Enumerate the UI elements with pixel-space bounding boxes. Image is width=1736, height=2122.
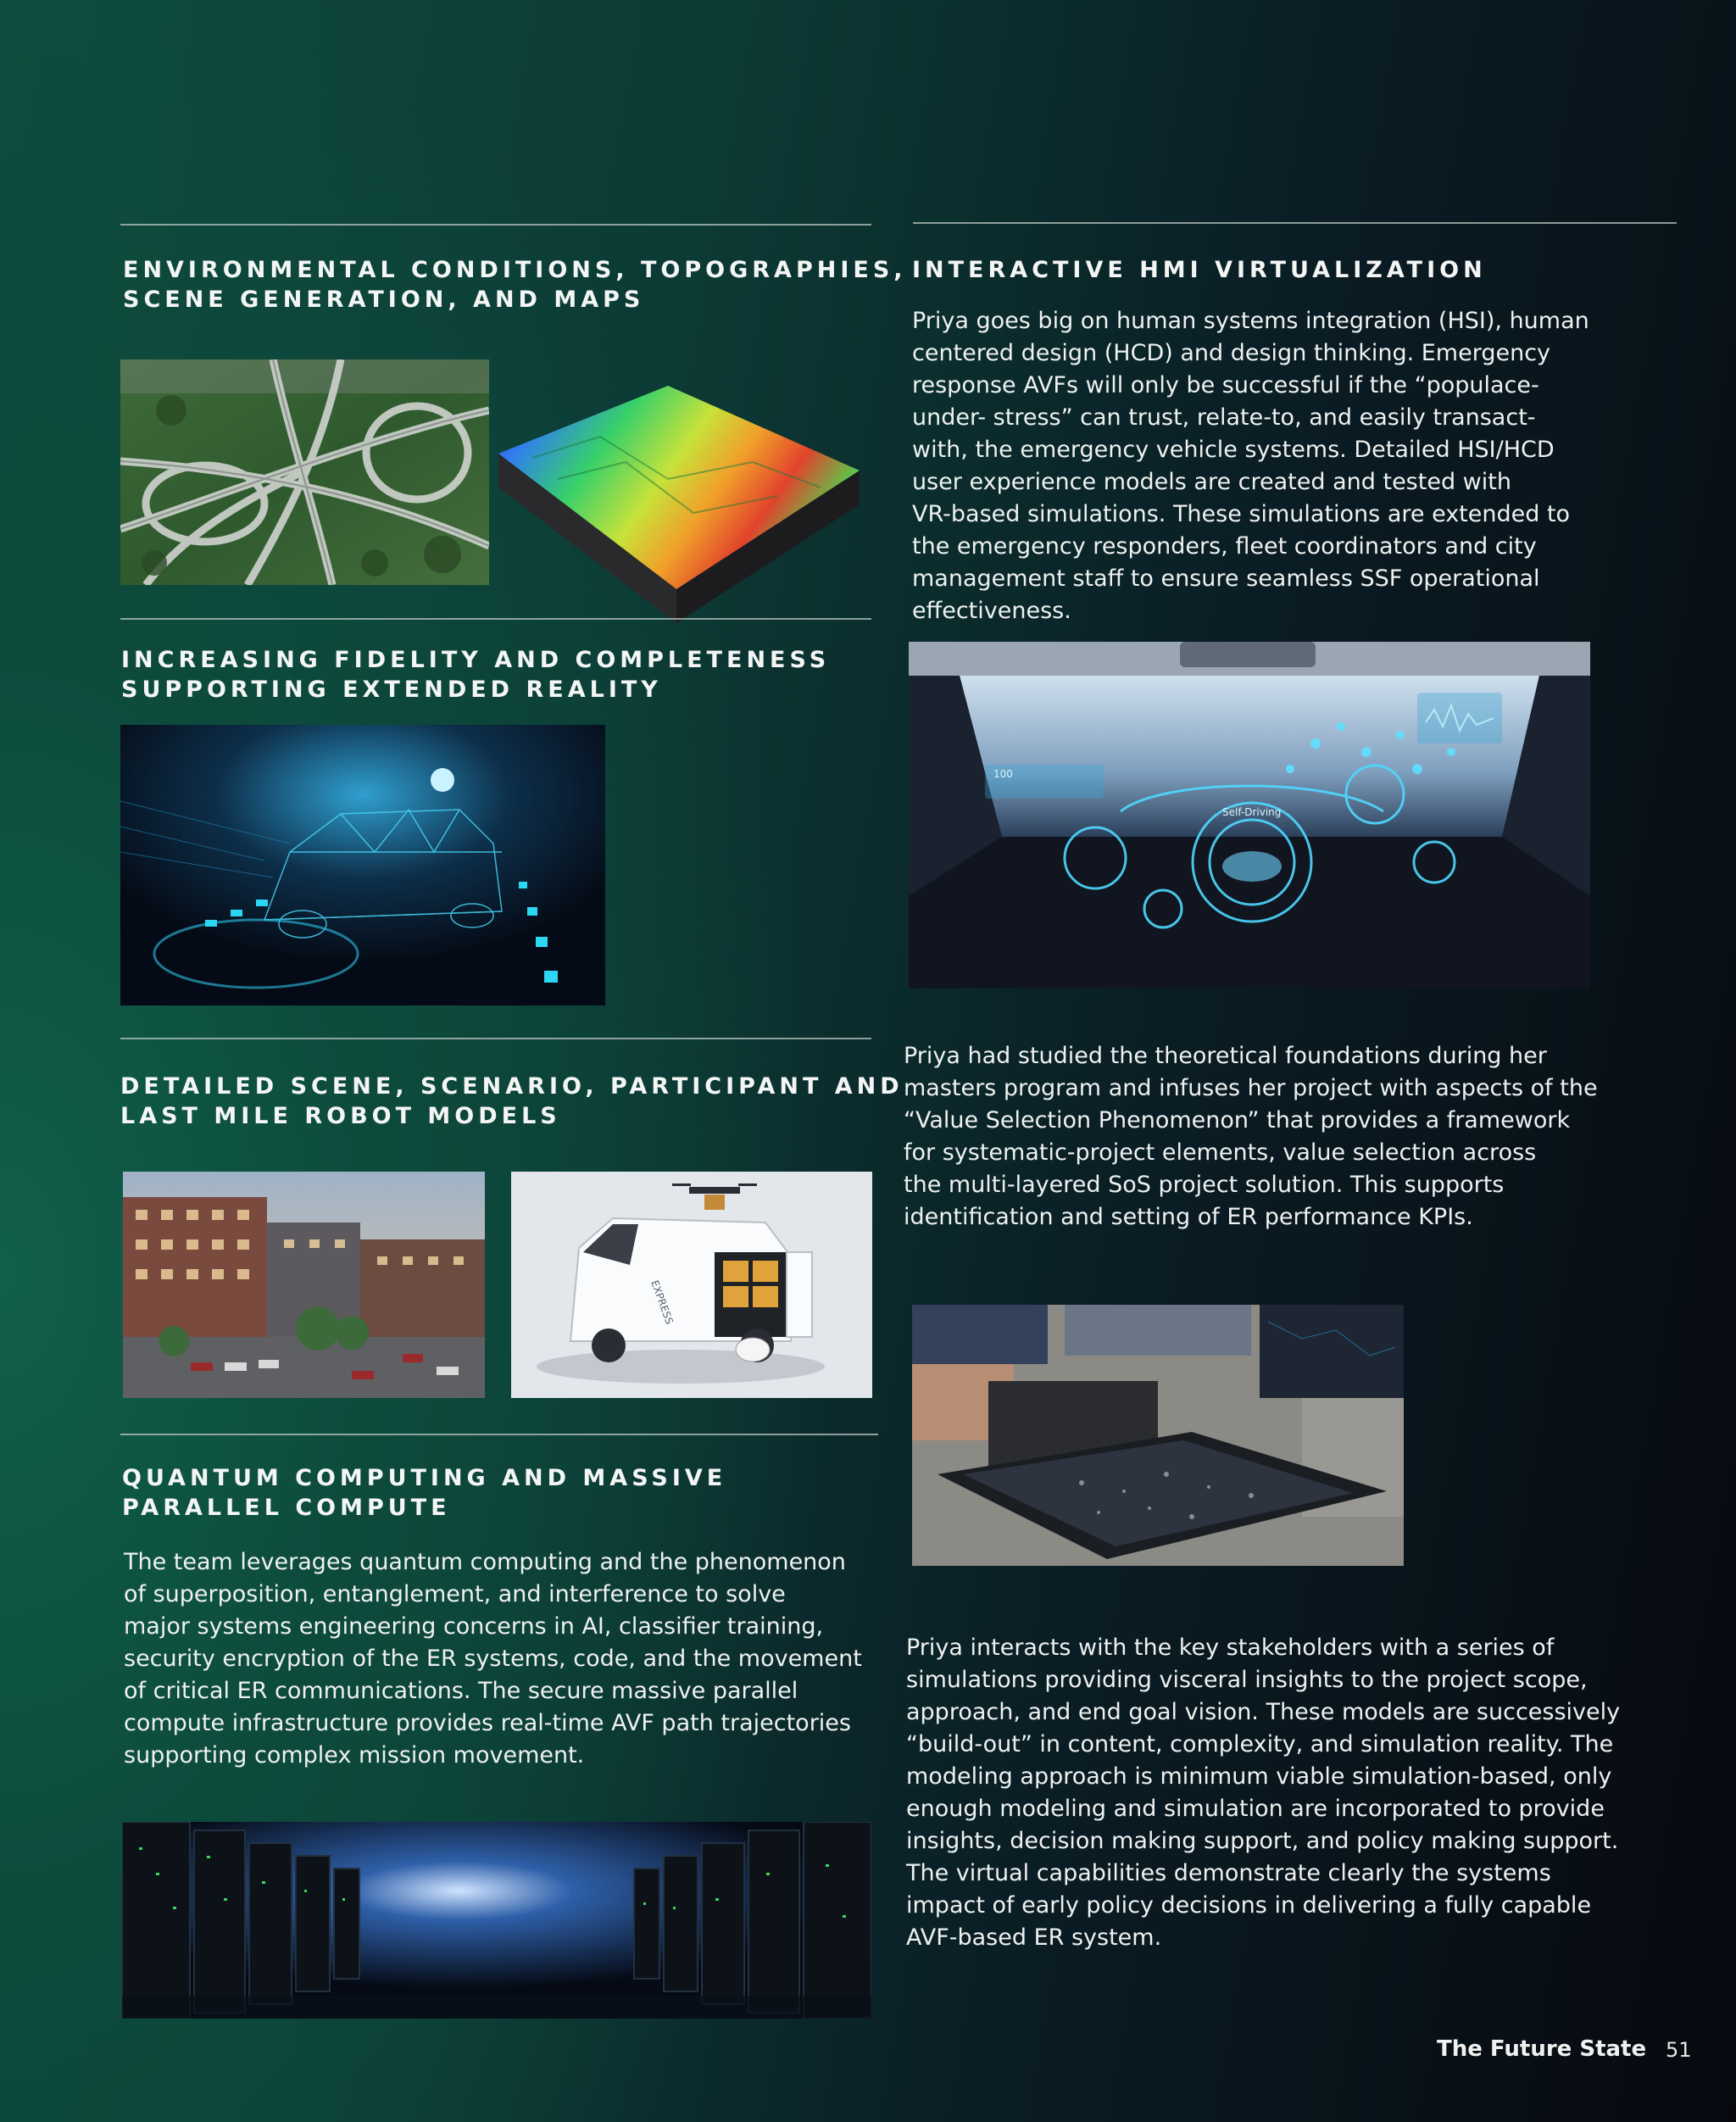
highway-interchange-image [120,359,489,585]
text-line: the emergency responders, fleet coordinators and city [912,533,1537,560]
text-line: identification and setting of ER performance KPIs. [904,1204,1473,1230]
text-line: masters program and infuses her project with aspects of the [904,1075,1598,1101]
stakeholders-paragraph [906,1632,1620,1954]
speed-readout: 100 [993,768,1013,780]
van-label: EXPRESS [648,1278,676,1326]
topography-terrain-image [498,377,860,632]
value-selection-paragraph [904,1040,1598,1234]
text-line: insights, decision making support, and policy making support. [906,1828,1619,1854]
text-line: Priya interacts with the key stakeholders with a series of [906,1635,1555,1661]
text-line: security encryption of the ER systems, code, and the movement [124,1646,862,1672]
text-line: VR-based simulations. These simulations are extended to [912,501,1571,527]
text-line: The team leverages quantum computing and the phenomenon [124,1549,846,1575]
heading-line: LAST MILE ROBOT MODELS [120,1103,561,1129]
hmi-paragraph [912,305,1589,627]
section-heading-quantum [122,1463,726,1523]
text-line: enough modeling and simulation are incorporated to provide [906,1796,1605,1822]
text-line: impact of early policy decisions in delivering a fully capable [906,1892,1592,1919]
text-line: major systems engineering concerns in AI, classifier training, [124,1613,824,1640]
text-line: the multi-layered SoS project solution. This supports [904,1172,1505,1198]
section-divider [120,224,871,226]
text-line: effectiveness. [912,598,1071,624]
heading-line: INTERACTIVE HMI VIRTUALIZATION [912,257,1487,283]
heading-line: DETAILED SCENE, SCENARIO, PARTICIPANT AND [120,1073,904,1100]
text-line: “build-out” in content, complexity, and simulation reality. The [906,1731,1614,1757]
text-line: approach, and end goal vision. These models are successively [906,1699,1621,1725]
section-divider [120,1434,878,1435]
text-line: of superposition, entanglement, and interference to solve [124,1581,786,1607]
text-line: supporting complex mission movement. [124,1742,585,1768]
text-line: AVF-based ER system. [906,1924,1162,1951]
text-line: for systematic-project elements, value selection across [904,1139,1537,1166]
section-divider [913,222,1677,224]
text-line: Priya had studied the theoretical foundations during her [904,1043,1547,1069]
wireframe-car-image [120,725,605,1005]
text-line: modeling approach is minimum viable simulation-based, only [906,1763,1612,1790]
heading-line: QUANTUM COMPUTING AND MASSIVE [122,1465,727,1491]
section-heading-hmi [912,255,1487,285]
text-line: with, the emergency vehicle systems. Detailed HSI/HCD [912,437,1555,463]
text-line: compute infrastructure provides real-time AVF path trajectories [124,1710,851,1736]
heading-line: SCENE GENERATION, AND MAPS [123,287,645,313]
quantum-paragraph [124,1546,862,1772]
section-heading-scene-models [120,1072,904,1131]
self-driving-label: Self-Driving [1222,806,1282,818]
page-number: 51 [1666,2038,1692,2062]
heading-line: INCREASING FIDELITY AND COMPLETENESS [121,647,831,673]
apartment-complex-image [123,1172,485,1398]
delivery-van-drone-image [511,1172,872,1398]
text-line: response AVFs will only be successful if the “populace- [912,372,1539,398]
self-driving-cockpit-image [909,642,1590,989]
simulation-table-image [912,1305,1404,1566]
text-line: centered design (HCD) and design thinking. Emergency [912,340,1551,366]
text-line: simulations providing visceral insights to the project scope, [906,1667,1588,1693]
text-line: Priya goes big on human systems integration (HSI), human [912,308,1589,334]
text-line: of critical ER communications. The secure massive parallel [124,1678,798,1704]
section-divider [120,1038,871,1039]
heading-line: ENVIRONMENTAL CONDITIONS, TOPOGRAPHIES, [123,257,907,283]
heading-line: SUPPORTING EXTENDED REALITY [121,677,662,703]
server-room-image [122,1822,871,2019]
footer-publication-title: The Future State [1437,2036,1647,2062]
text-line: The virtual capabilities demonstrate clearly the systems [906,1860,1551,1886]
text-line: under- stress” can trust, relate-to, and easily transact- [912,404,1536,431]
section-heading-fidelity [121,645,830,705]
section-divider [120,618,871,620]
text-line: management staff to ensure seamless SSF operational [912,565,1540,592]
heading-line: PARALLEL COMPUTE [122,1495,451,1521]
text-line: user experience models are created and tested with [912,469,1511,495]
section-heading-environmental [123,255,907,315]
text-line: “Value Selection Phenomenon” that provides a framework [904,1107,1571,1133]
